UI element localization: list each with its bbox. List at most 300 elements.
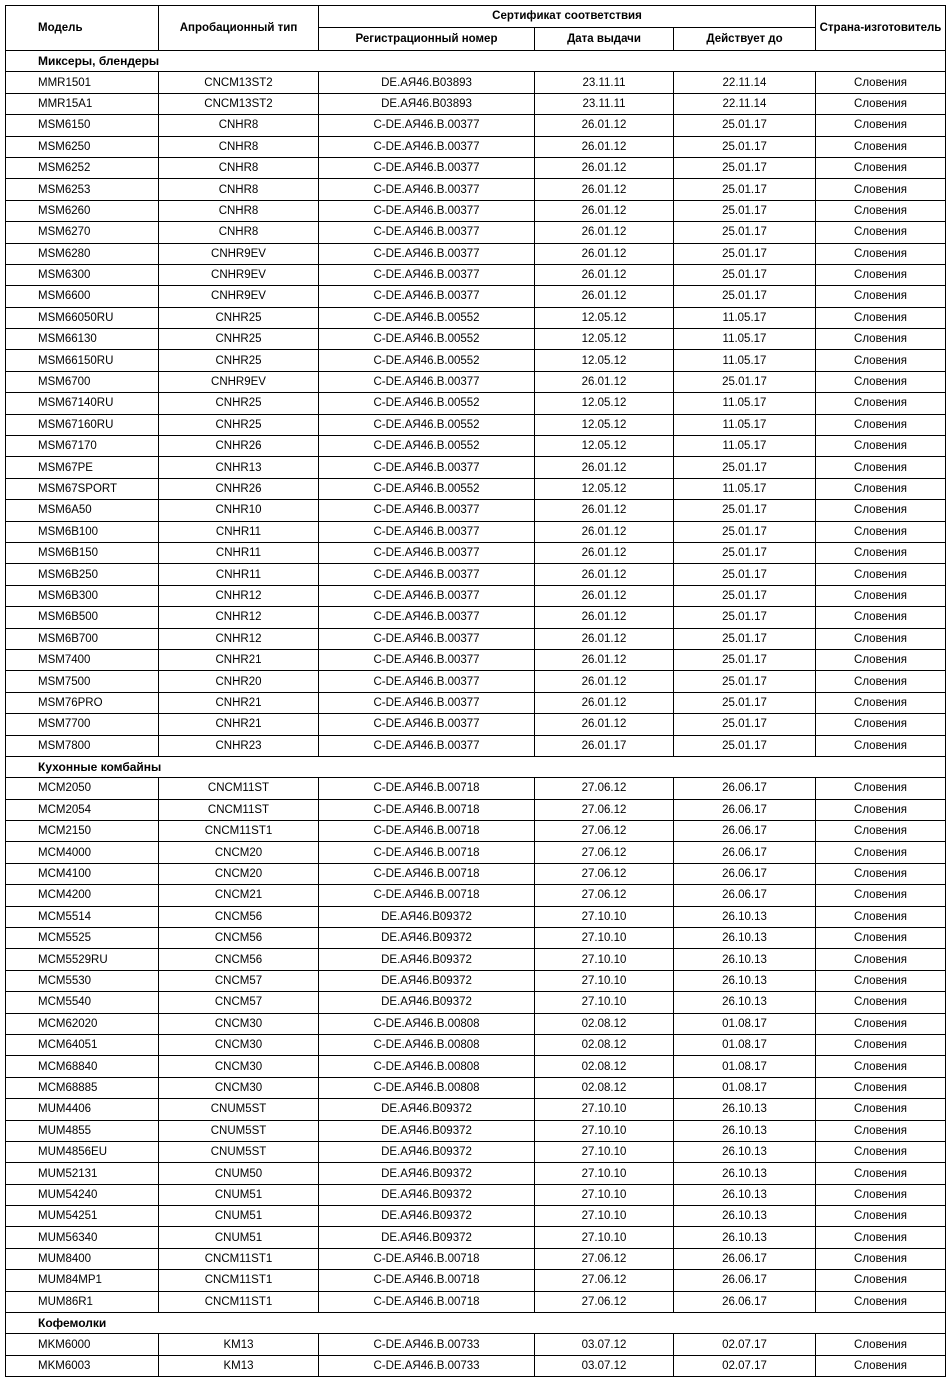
- table-row: [6, 671, 946, 692]
- table-row: [6, 970, 946, 991]
- cell-valid-until: 01.08.17: [674, 1034, 816, 1055]
- cell-valid-until: 25.01.17: [674, 714, 816, 735]
- cell-type: CNHR13: [159, 457, 319, 478]
- table-row: [6, 1270, 946, 1291]
- cell-issue-date: 26.01.12: [535, 222, 674, 243]
- cell-country: Словения: [816, 542, 946, 563]
- table-row: [6, 607, 946, 628]
- cell-country: Словения: [816, 264, 946, 285]
- cell-valid-until: 25.01.17: [674, 457, 816, 478]
- cell-reg-no: C-DE.АЯ46.В.00718: [319, 799, 535, 820]
- cell-type: CNHR25: [159, 393, 319, 414]
- cell-reg-no: C-DE.АЯ46.В.00808: [319, 1034, 535, 1055]
- table-row: [6, 1291, 946, 1312]
- cell-model: MSM6A50: [6, 500, 159, 521]
- cell-country: Словения: [816, 179, 946, 200]
- cell-type: CNUM5ST: [159, 1120, 319, 1141]
- table-row: [6, 649, 946, 670]
- table-row: [6, 157, 946, 178]
- table-row: [6, 72, 946, 93]
- cell-country: Словения: [816, 885, 946, 906]
- cell-issue-date: 27.10.10: [535, 1163, 674, 1184]
- table-row: [6, 542, 946, 563]
- cell-model: MCM2050: [6, 778, 159, 799]
- cell-reg-no: DE.АЯ46.В09372: [319, 992, 535, 1013]
- cell-model: MSM6150: [6, 115, 159, 136]
- cell-model: MSM6B500: [6, 607, 159, 628]
- cell-valid-until: 11.05.17: [674, 414, 816, 435]
- cell-type: CNHR25: [159, 329, 319, 350]
- cell-valid-until: 26.06.17: [674, 863, 816, 884]
- cell-issue-date: 27.06.12: [535, 1270, 674, 1291]
- cell-issue-date: 27.10.10: [535, 992, 674, 1013]
- cell-reg-no: C-DE.АЯ46.В.00718: [319, 842, 535, 863]
- cell-model: MUM4855: [6, 1120, 159, 1141]
- cell-valid-until: 25.01.17: [674, 542, 816, 563]
- cell-issue-date: 12.05.12: [535, 307, 674, 328]
- cell-reg-no: C-DE.АЯ46.В.00552: [319, 393, 535, 414]
- cell-type: CNHR23: [159, 735, 319, 756]
- header-type: Апробационный тип: [159, 6, 319, 51]
- table-row: [6, 1099, 946, 1120]
- cell-issue-date: 27.06.12: [535, 1248, 674, 1269]
- cell-type: CNCM30: [159, 1056, 319, 1077]
- cell-reg-no: C-DE.АЯ46.В.00377: [319, 714, 535, 735]
- cell-valid-until: 11.05.17: [674, 478, 816, 499]
- cell-model: MCM68840: [6, 1056, 159, 1077]
- cell-reg-no: C-DE.АЯ46.В.00552: [319, 307, 535, 328]
- cell-model: MCM4200: [6, 885, 159, 906]
- cell-issue-date: 27.10.10: [535, 1206, 674, 1227]
- table-row: [6, 949, 946, 970]
- cell-country: Словения: [816, 1099, 946, 1120]
- table-row: [6, 1355, 946, 1376]
- cell-valid-until: 26.10.13: [674, 1184, 816, 1205]
- table-row: [6, 200, 946, 221]
- cell-type: CNCM56: [159, 906, 319, 927]
- cell-issue-date: 27.10.10: [535, 949, 674, 970]
- cell-country: Словения: [816, 93, 946, 114]
- header-cert: Сертификат соответствия: [319, 6, 816, 28]
- cell-type: CNHR21: [159, 649, 319, 670]
- cell-model: MSM6B150: [6, 542, 159, 563]
- cell-valid-until: 25.01.17: [674, 286, 816, 307]
- table-header: [6, 6, 946, 51]
- table-row: [6, 1141, 946, 1162]
- table-row: [6, 885, 946, 906]
- table-row: [6, 393, 946, 414]
- cell-reg-no: C-DE.АЯ46.В.00377: [319, 607, 535, 628]
- cell-valid-until: 01.08.17: [674, 1013, 816, 1034]
- cell-issue-date: 26.01.12: [535, 521, 674, 542]
- cell-valid-until: 25.01.17: [674, 222, 816, 243]
- cell-type: CNCM13ST2: [159, 93, 319, 114]
- cell-reg-no: DE.АЯ46.В09372: [319, 949, 535, 970]
- cell-valid-until: 11.05.17: [674, 329, 816, 350]
- cell-reg-no: C-DE.АЯ46.В.00718: [319, 821, 535, 842]
- cell-valid-until: 26.10.13: [674, 992, 816, 1013]
- table-row: [6, 1120, 946, 1141]
- cell-model: MCM5525: [6, 928, 159, 949]
- cell-country: Словения: [816, 115, 946, 136]
- cell-country: Словения: [816, 692, 946, 713]
- cell-country: Словения: [816, 585, 946, 606]
- cell-country: Словения: [816, 1248, 946, 1269]
- cell-reg-no: DE.АЯ46.В09372: [319, 1227, 535, 1248]
- cell-type: CNHR9EV: [159, 243, 319, 264]
- cell-country: Словения: [816, 371, 946, 392]
- cell-reg-no: C-DE.АЯ46.В.00552: [319, 329, 535, 350]
- cell-country: Словения: [816, 1120, 946, 1141]
- table-row: [6, 500, 946, 521]
- cell-issue-date: 26.01.17: [535, 735, 674, 756]
- cell-valid-until: 26.10.13: [674, 1141, 816, 1162]
- cell-issue-date: 27.06.12: [535, 778, 674, 799]
- cell-issue-date: 12.05.12: [535, 329, 674, 350]
- cell-valid-until: 25.01.17: [674, 264, 816, 285]
- cell-issue-date: 26.01.12: [535, 500, 674, 521]
- cell-valid-until: 25.01.17: [674, 157, 816, 178]
- cell-issue-date: 26.01.12: [535, 628, 674, 649]
- cell-reg-no: C-DE.АЯ46.В.00552: [319, 436, 535, 457]
- cell-country: Словения: [816, 906, 946, 927]
- cell-country: Словения: [816, 1013, 946, 1034]
- cell-type: CNCM20: [159, 842, 319, 863]
- cell-reg-no: C-DE.АЯ46.В.00377: [319, 371, 535, 392]
- cell-reg-no: C-DE.АЯ46.В.00377: [319, 500, 535, 521]
- cell-country: Словения: [816, 136, 946, 157]
- table-row: [6, 1034, 946, 1055]
- cell-model: MSM6280: [6, 243, 159, 264]
- cell-issue-date: 23.11.11: [535, 93, 674, 114]
- cell-issue-date: 27.10.10: [535, 1227, 674, 1248]
- cell-issue-date: 26.01.12: [535, 564, 674, 585]
- cell-reg-no: C-DE.АЯ46.В.00377: [319, 585, 535, 606]
- cell-type: CNHR8: [159, 115, 319, 136]
- cell-valid-until: 22.11.14: [674, 93, 816, 114]
- cell-reg-no: C-DE.АЯ46.В.00377: [319, 264, 535, 285]
- cell-reg-no: C-DE.АЯ46.В.00808: [319, 1077, 535, 1098]
- cell-country: Словения: [816, 949, 946, 970]
- table-row: [6, 1334, 946, 1355]
- cell-country: Словения: [816, 671, 946, 692]
- table-row: [6, 1206, 946, 1227]
- cell-reg-no: DE.АЯ46.В09372: [319, 928, 535, 949]
- table-row: [6, 243, 946, 264]
- cell-reg-no: C-DE.АЯ46.В.00377: [319, 671, 535, 692]
- table-row: [6, 692, 946, 713]
- certificate-table: [5, 5, 946, 1377]
- cell-type: CNHR25: [159, 350, 319, 371]
- cell-reg-no: C-DE.АЯ46.В.00377: [319, 628, 535, 649]
- cell-issue-date: 26.01.12: [535, 136, 674, 157]
- cell-valid-until: 25.01.17: [674, 243, 816, 264]
- cell-model: MCM4100: [6, 863, 159, 884]
- cell-country: Словения: [816, 1270, 946, 1291]
- cell-valid-until: 26.06.17: [674, 778, 816, 799]
- cell-reg-no: DE.АЯ46.В09372: [319, 1099, 535, 1120]
- cell-type: CNHR11: [159, 542, 319, 563]
- cell-reg-no: C-DE.АЯ46.В.00552: [319, 478, 535, 499]
- cell-country: Словения: [816, 778, 946, 799]
- cell-type: CNHR21: [159, 692, 319, 713]
- table-row: [6, 222, 946, 243]
- table-row: [6, 735, 946, 756]
- table-row: [6, 1056, 946, 1077]
- cell-country: Словения: [816, 1206, 946, 1227]
- table-row: [6, 436, 946, 457]
- cell-issue-date: 12.05.12: [535, 414, 674, 435]
- cell-issue-date: 26.01.12: [535, 200, 674, 221]
- cell-model: MUM4856EU: [6, 1141, 159, 1162]
- cell-issue-date: 27.10.10: [535, 1099, 674, 1120]
- cell-country: Словения: [816, 628, 946, 649]
- table-row: [6, 564, 946, 585]
- cell-valid-until: 22.11.14: [674, 72, 816, 93]
- cell-issue-date: 12.05.12: [535, 478, 674, 499]
- cell-type: CNCM13ST2: [159, 72, 319, 93]
- cell-reg-no: C-DE.АЯ46.В.00733: [319, 1334, 535, 1355]
- cell-country: Словения: [816, 607, 946, 628]
- cell-type: CNHR20: [159, 671, 319, 692]
- cell-reg-no: DE.АЯ46.В09372: [319, 1141, 535, 1162]
- table-row: [6, 1227, 946, 1248]
- cell-valid-until: 25.01.17: [674, 735, 816, 756]
- cell-type: CNHR12: [159, 585, 319, 606]
- cell-valid-until: 26.06.17: [674, 1248, 816, 1269]
- cell-reg-no: C-DE.АЯ46.В.00377: [319, 179, 535, 200]
- cell-valid-until: 26.10.13: [674, 1206, 816, 1227]
- cell-valid-until: 11.05.17: [674, 307, 816, 328]
- cell-issue-date: 27.06.12: [535, 842, 674, 863]
- cell-issue-date: 27.06.12: [535, 799, 674, 820]
- cell-model: MKM6003: [6, 1355, 159, 1376]
- cell-reg-no: C-DE.АЯ46.В.00377: [319, 692, 535, 713]
- cell-country: Словения: [816, 799, 946, 820]
- cell-type: CNHR12: [159, 607, 319, 628]
- cell-issue-date: 02.08.12: [535, 1077, 674, 1098]
- cell-valid-until: 26.10.13: [674, 1163, 816, 1184]
- cell-issue-date: 27.06.12: [535, 863, 674, 884]
- cell-type: CNCM57: [159, 992, 319, 1013]
- cell-issue-date: 26.01.12: [535, 649, 674, 670]
- cell-valid-until: 01.08.17: [674, 1077, 816, 1098]
- cell-country: Словения: [816, 564, 946, 585]
- section-row: [6, 1313, 946, 1334]
- cell-country: Словения: [816, 928, 946, 949]
- cell-type: CNCM11ST1: [159, 821, 319, 842]
- cell-valid-until: 02.07.17: [674, 1334, 816, 1355]
- cell-issue-date: 03.07.12: [535, 1334, 674, 1355]
- table-row: [6, 478, 946, 499]
- cell-valid-until: 25.01.17: [674, 371, 816, 392]
- cell-type: CNHR25: [159, 414, 319, 435]
- cell-valid-until: 26.06.17: [674, 1270, 816, 1291]
- cell-country: Словения: [816, 243, 946, 264]
- cell-type: CNCM30: [159, 1034, 319, 1055]
- cell-model: MSM7500: [6, 671, 159, 692]
- cell-model: MSM6270: [6, 222, 159, 243]
- table-row: [6, 286, 946, 307]
- table-row: [6, 136, 946, 157]
- cell-model: MSM67140RU: [6, 393, 159, 414]
- cell-reg-no: C-DE.АЯ46.В.00808: [319, 1056, 535, 1077]
- table-row: [6, 93, 946, 114]
- section-row: [6, 756, 946, 777]
- cell-country: Словения: [816, 500, 946, 521]
- cell-reg-no: C-DE.АЯ46.В.00377: [319, 564, 535, 585]
- cell-type: CNHR25: [159, 307, 319, 328]
- cell-reg-no: C-DE.АЯ46.В.00718: [319, 1248, 535, 1269]
- cell-valid-until: 02.07.17: [674, 1355, 816, 1376]
- cell-valid-until: 26.10.13: [674, 949, 816, 970]
- cell-country: Словения: [816, 436, 946, 457]
- cell-valid-until: 26.06.17: [674, 842, 816, 863]
- cell-reg-no: C-DE.АЯ46.В.00377: [319, 649, 535, 670]
- cell-model: MSM6700: [6, 371, 159, 392]
- cell-type: CNHR8: [159, 200, 319, 221]
- cell-country: Словения: [816, 970, 946, 991]
- cell-type: CNUM5ST: [159, 1141, 319, 1162]
- cell-issue-date: 26.01.12: [535, 542, 674, 563]
- table-row: [6, 307, 946, 328]
- cell-reg-no: C-DE.АЯ46.В.00377: [319, 157, 535, 178]
- cell-model: MUM54251: [6, 1206, 159, 1227]
- table-row: [6, 521, 946, 542]
- cell-valid-until: 25.01.17: [674, 115, 816, 136]
- cell-type: CNUM51: [159, 1227, 319, 1248]
- cell-reg-no: C-DE.АЯ46.В.00718: [319, 1270, 535, 1291]
- cell-issue-date: 27.06.12: [535, 1291, 674, 1312]
- cell-issue-date: 02.08.12: [535, 1056, 674, 1077]
- cell-model: MCM5530: [6, 970, 159, 991]
- cell-reg-no: C-DE.АЯ46.В.00377: [319, 457, 535, 478]
- cell-reg-no: C-DE.АЯ46.В.00808: [319, 1013, 535, 1034]
- cell-issue-date: 03.07.12: [535, 1355, 674, 1376]
- cell-country: Словения: [816, 1077, 946, 1098]
- header-model: Модель: [6, 6, 159, 51]
- cell-valid-until: 26.06.17: [674, 799, 816, 820]
- cell-issue-date: 26.01.12: [535, 371, 674, 392]
- table-row: [6, 1163, 946, 1184]
- cell-valid-until: 11.05.17: [674, 350, 816, 371]
- cell-model: MCM2054: [6, 799, 159, 820]
- cell-issue-date: 27.10.10: [535, 928, 674, 949]
- cell-valid-until: 26.10.13: [674, 906, 816, 927]
- cell-type: CNHR12: [159, 628, 319, 649]
- cell-country: Словения: [816, 1334, 946, 1355]
- table-row: [6, 863, 946, 884]
- section-row: [6, 51, 946, 72]
- cell-country: Словения: [816, 393, 946, 414]
- cell-country: Словения: [816, 200, 946, 221]
- cell-valid-until: 25.01.17: [674, 200, 816, 221]
- cell-issue-date: 26.01.12: [535, 671, 674, 692]
- table-row: [6, 906, 946, 927]
- cell-type: CNUM51: [159, 1184, 319, 1205]
- cell-country: Словения: [816, 1056, 946, 1077]
- cell-model: MCM4000: [6, 842, 159, 863]
- table-row: [6, 1077, 946, 1098]
- cell-type: CNCM11ST: [159, 799, 319, 820]
- header-country: Страна-изготовитель: [816, 6, 946, 51]
- cell-model: MCM5529RU: [6, 949, 159, 970]
- cell-type: CNUM5ST: [159, 1099, 319, 1120]
- cell-model: MSM7700: [6, 714, 159, 735]
- cell-country: Словения: [816, 863, 946, 884]
- table-row: [6, 778, 946, 799]
- cell-reg-no: C-DE.АЯ46.В.00377: [319, 222, 535, 243]
- cell-model: MSM67PE: [6, 457, 159, 478]
- cell-model: MSM6600: [6, 286, 159, 307]
- table-row: [6, 371, 946, 392]
- cell-type: CNCM21: [159, 885, 319, 906]
- cell-issue-date: 26.01.12: [535, 115, 674, 136]
- cell-model: MKM6000: [6, 1334, 159, 1355]
- cell-issue-date: 26.01.12: [535, 286, 674, 307]
- header-reg-no: Регистрационный номер: [319, 28, 535, 51]
- cell-issue-date: 26.01.12: [535, 607, 674, 628]
- cell-reg-no: C-DE.АЯ46.В.00377: [319, 286, 535, 307]
- cell-type: CNHR26: [159, 436, 319, 457]
- table-row: [6, 1184, 946, 1205]
- cell-reg-no: C-DE.АЯ46.В.00552: [319, 414, 535, 435]
- table-row: [6, 928, 946, 949]
- cell-type: CNCM11ST1: [159, 1248, 319, 1269]
- cell-country: Словения: [816, 1355, 946, 1376]
- cell-country: Словения: [816, 286, 946, 307]
- table-row: [6, 350, 946, 371]
- cell-valid-until: 26.10.13: [674, 1227, 816, 1248]
- cell-reg-no: DE.АЯ46.В03893: [319, 93, 535, 114]
- cell-model: MCM62020: [6, 1013, 159, 1034]
- cell-type: CNCM56: [159, 949, 319, 970]
- cell-reg-no: C-DE.АЯ46.В.00377: [319, 200, 535, 221]
- cell-model: MUM86R1: [6, 1291, 159, 1312]
- header-valid-until: Действует до: [674, 28, 816, 51]
- cell-issue-date: 26.01.12: [535, 585, 674, 606]
- cell-country: Словения: [816, 735, 946, 756]
- cell-country: Словения: [816, 821, 946, 842]
- cell-type: CNHR10: [159, 500, 319, 521]
- cell-model: MUM8400: [6, 1248, 159, 1269]
- cell-issue-date: 26.01.12: [535, 243, 674, 264]
- cell-reg-no: C-DE.АЯ46.В.00377: [319, 243, 535, 264]
- cell-issue-date: 27.10.10: [535, 970, 674, 991]
- cell-type: CNCM30: [159, 1077, 319, 1098]
- cell-issue-date: 23.11.11: [535, 72, 674, 93]
- cell-country: Словения: [816, 478, 946, 499]
- cell-issue-date: 26.01.12: [535, 264, 674, 285]
- cell-country: Словения: [816, 1291, 946, 1312]
- cell-issue-date: 02.08.12: [535, 1034, 674, 1055]
- cell-country: Словения: [816, 414, 946, 435]
- cell-issue-date: 27.10.10: [535, 1184, 674, 1205]
- cell-model: MSM6B100: [6, 521, 159, 542]
- table-row: [6, 264, 946, 285]
- cell-type: CNHR11: [159, 521, 319, 542]
- cell-model: MSM6250: [6, 136, 159, 157]
- cell-issue-date: 27.10.10: [535, 1141, 674, 1162]
- cell-model: MSM76PRO: [6, 692, 159, 713]
- cell-country: Словения: [816, 714, 946, 735]
- table-row: [6, 628, 946, 649]
- cell-model: MMR15A1: [6, 93, 159, 114]
- cell-type: KM13: [159, 1334, 319, 1355]
- cell-model: MSM6253: [6, 179, 159, 200]
- cell-issue-date: 12.05.12: [535, 350, 674, 371]
- cell-model: MCM64051: [6, 1034, 159, 1055]
